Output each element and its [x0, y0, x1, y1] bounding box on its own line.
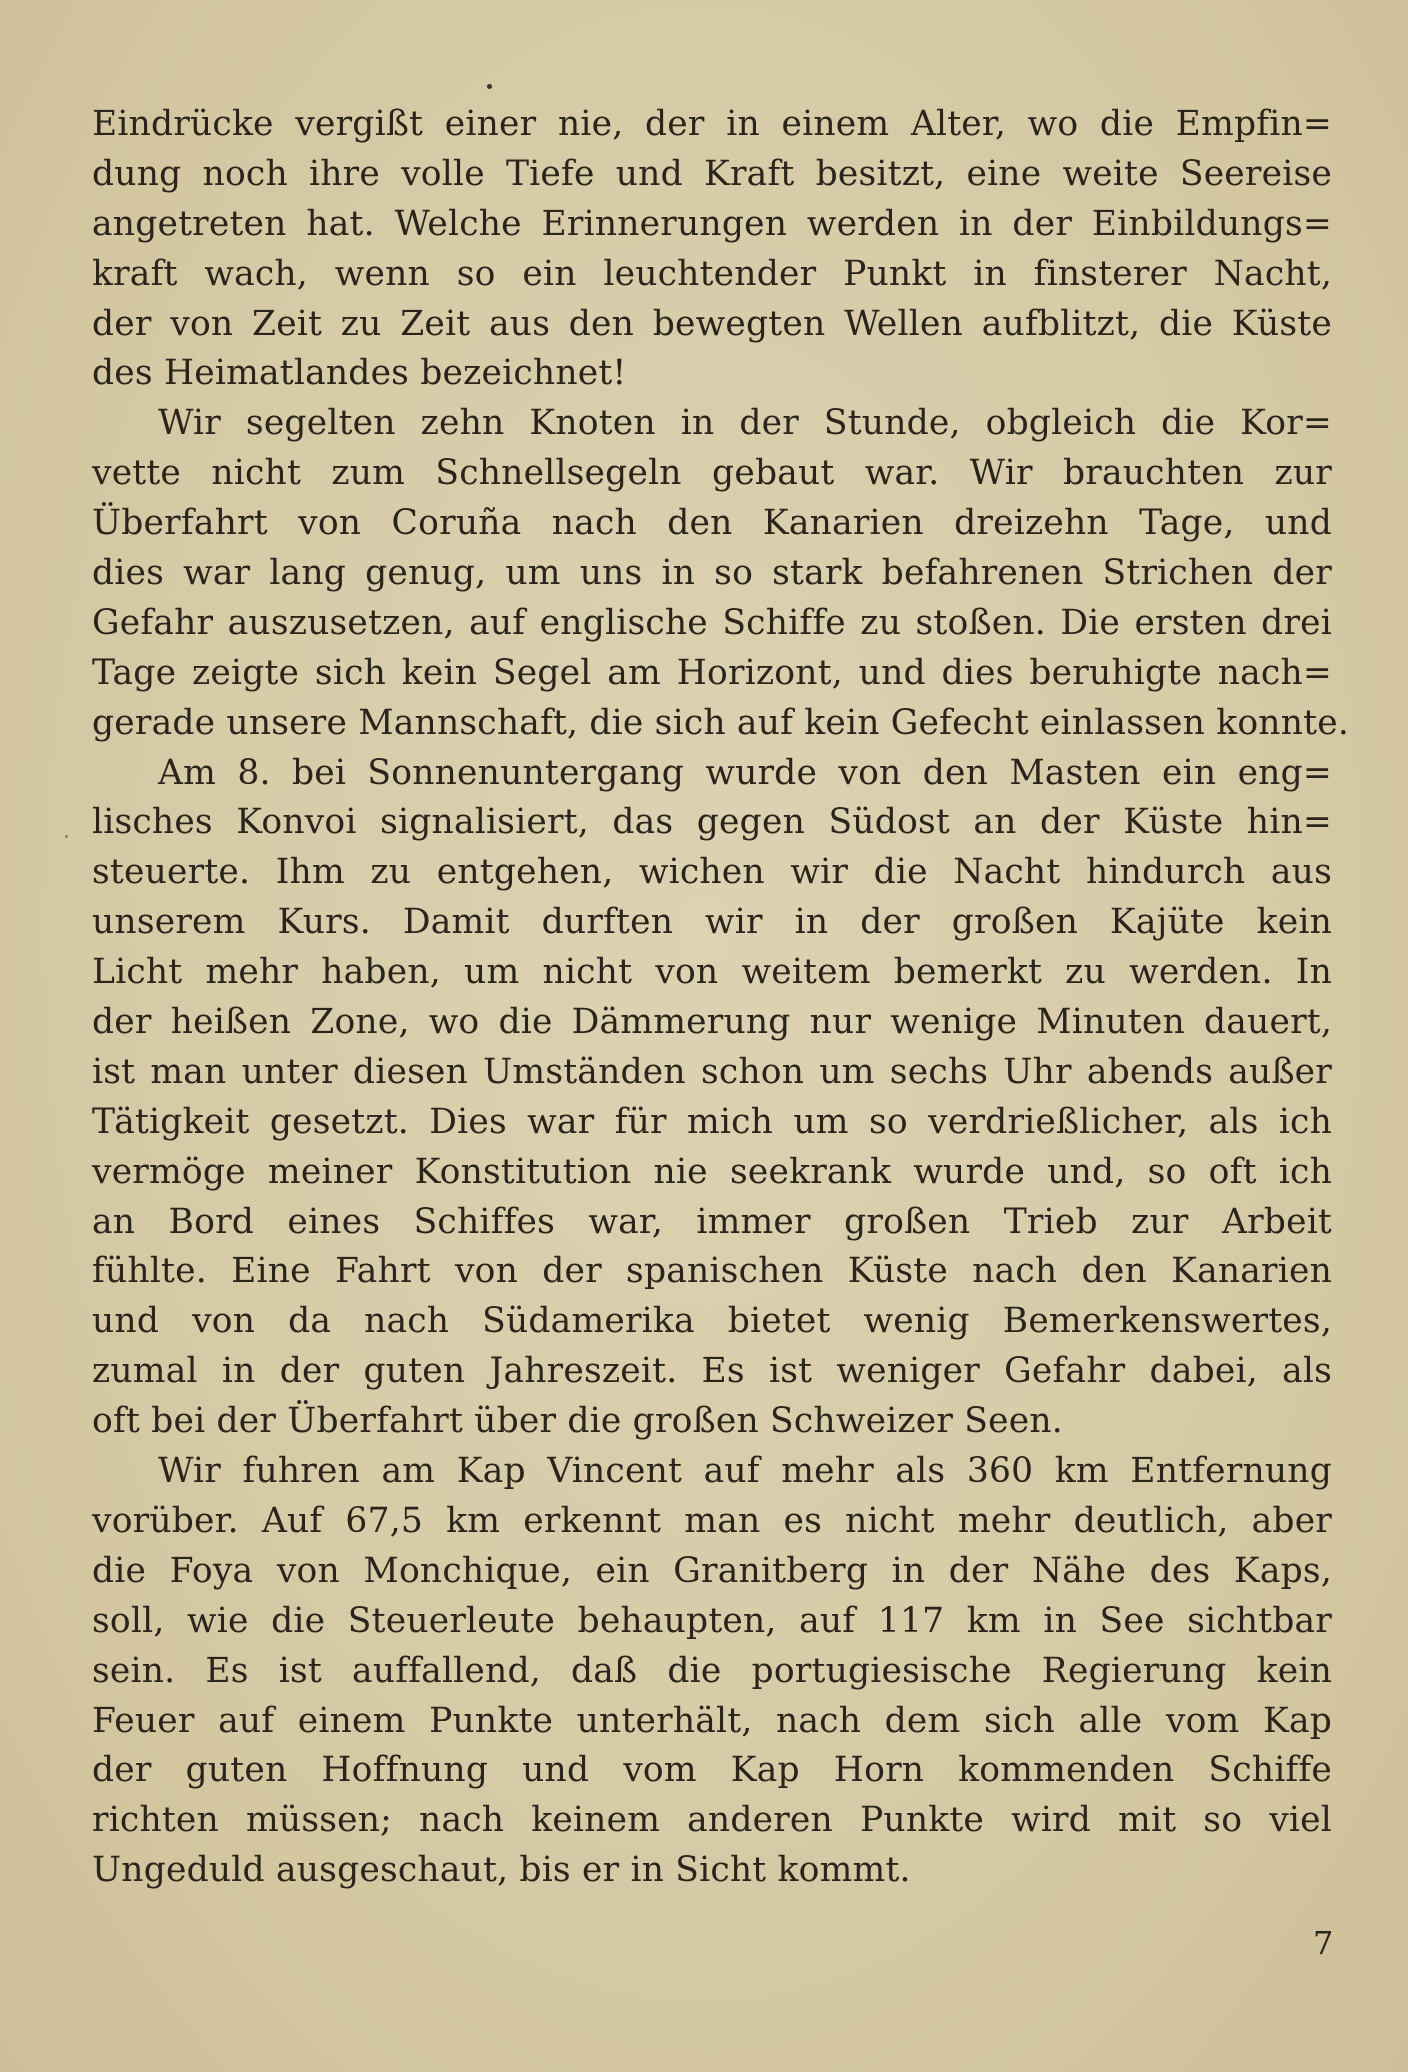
ink-speck	[487, 84, 492, 89]
text-line: der von Zeit zu Zeit aus den bewegten Wellen aufblitzt, die Küste	[92, 303, 1332, 344]
text-line: Eindrücke vergißt einer nie, der in einem Alter, wo die Empfin=	[92, 104, 1332, 144]
text-line: vorüber. Auf 67,5 km erkennt man es nicht mehr deutlich, aber	[92, 1500, 1332, 1541]
text-line: Gefahr auszusetzen, auf englische Schiffe zu stoßen. Die ersten drei	[92, 602, 1332, 643]
text-line: Tage zeigte sich kein Segel am Horizont, und dies beruhigte nach=	[92, 652, 1332, 693]
text-line: zumal in der guten Jahreszeit. Es ist weniger Gefahr dabei, als	[92, 1351, 1332, 1392]
paragraph	[92, 749, 1332, 1447]
text-line: Am 8. bei Sonnenuntergang wurde von den Masten ein eng=	[158, 752, 1332, 793]
page-number: 7	[1313, 1924, 1334, 1962]
text-line: ist man unter diesen Umständen schon um sechs Uhr abends außer	[92, 1051, 1332, 1092]
text-line: die Foya von Monchique, ein Granitberg in der Nähe des Kaps,	[92, 1550, 1332, 1591]
text-line: Wir fuhren am Kap Vincent auf mehr als 360 km Entfernung	[158, 1451, 1332, 1492]
text-line: soll, wie die Steuerleute behaupten, auf 117 km in See sichtbar	[92, 1600, 1332, 1641]
text-line: lisches Konvoi signalisiert, das gegen Südost an der Küste hin=	[92, 802, 1332, 843]
text-line: richten müssen; nach keinem anderen Punkte wird mit so viel	[92, 1800, 1332, 1841]
text-line: der heißen Zone, wo die Dämmerung nur wenige Minuten dauert,	[92, 1002, 1332, 1043]
text-line: und von da nach Südamerika bietet wenig Bemerkenswertes,	[92, 1301, 1332, 1342]
paragraph	[92, 100, 1332, 399]
text-line: dung noch ihre volle Tiefe und Kraft besitzt, eine weite Seereise	[92, 153, 1332, 194]
text-line: steuerte. Ihm zu entgehen, wichen wir die Nacht hindurch aus	[92, 852, 1332, 893]
text-line: Wir segelten zehn Knoten in der Stunde, obgleich die Kor=	[158, 403, 1332, 444]
text-line: vette nicht zum Schnellsegeln gebaut war. Wir brauchten zur	[92, 453, 1332, 494]
text-line: kraft wach, wenn so ein leuchtender Punkt in finsterer Nacht,	[92, 253, 1332, 294]
text-line: Licht mehr haben, um nicht von weitem bemerkt zu werden. In	[92, 952, 1332, 993]
paragraph	[92, 399, 1349, 748]
text-line: Tätigkeit gesetzt. Dies war für mich um so verdrießlicher, als ich	[92, 1101, 1332, 1142]
paragraph	[92, 1447, 1332, 1896]
text-line: des Heimatlandes bezeichnet!	[92, 353, 627, 394]
text-line: unserem Kurs. Damit durften wir in der großen Kajüte kein	[92, 902, 1332, 943]
text-line: oft bei der Überfahrt über die großen Schweizer Seen.	[92, 1401, 1063, 1442]
text-line: fühlte. Eine Fahrt von der spanischen Küste nach den Kanarien	[92, 1251, 1332, 1292]
text-line: Ungeduld ausgeschaut, bis er in Sicht kommt.	[92, 1850, 911, 1891]
text-line: Feuer auf einem Punkte unterhält, nach dem sich alle vom Kap	[92, 1700, 1332, 1741]
text-line: dies war lang genug, um uns in so stark befahrenen Strichen der	[92, 553, 1332, 594]
text-line: gerade unsere Mannschaft, die sich auf kein Gefecht einlassen konnte.	[92, 702, 1349, 743]
text-line: angetreten hat. Welche Erinnerungen werden in der Einbildungs=	[92, 203, 1332, 244]
text-line: Überfahrt von Coruña nach den Kanarien dreizehn Tage, und	[92, 503, 1332, 544]
text-line: der guten Hoffnung und vom Kap Horn kommenden Schiffe	[92, 1750, 1332, 1791]
text-line: sein. Es ist auffallend, daß die portugiesische Regierung kein	[92, 1650, 1332, 1691]
text-line: vermöge meiner Konstitution nie seekrank wurde und, so oft ich	[92, 1151, 1332, 1192]
text-line: an Bord eines Schiffes war, immer großen Trieb zur Arbeit	[92, 1201, 1332, 1242]
paper-speck	[65, 835, 68, 838]
body-text	[92, 100, 1349, 1896]
